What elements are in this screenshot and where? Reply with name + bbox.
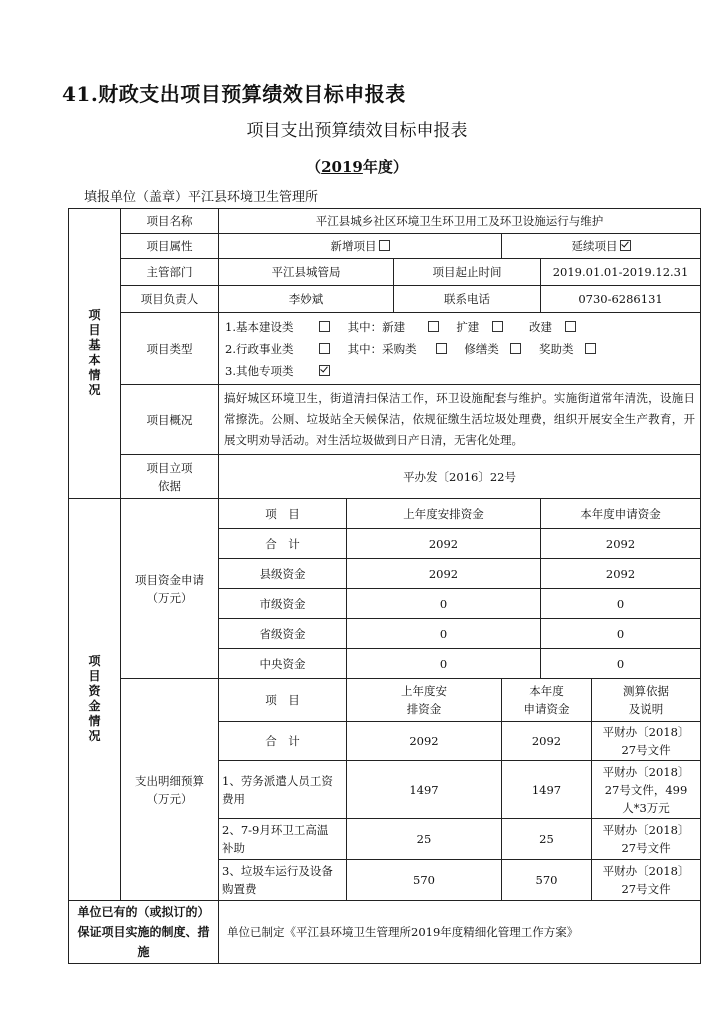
fund-curr: 0 [541, 649, 701, 679]
checkbox-subsidy [585, 343, 596, 354]
section-funds: 项目资金情况 [69, 499, 121, 901]
phone-value: 0730-6286131 [541, 286, 701, 313]
fund-item: 省级资金 [219, 619, 347, 649]
fund-curr: 0 [541, 589, 701, 619]
fund-header-curr: 本年度申请资金 [541, 499, 701, 529]
detail-curr: 1497 [502, 761, 592, 819]
fund-curr: 0 [541, 619, 701, 649]
checkbox-admin [319, 343, 330, 354]
overview-label: 项目概况 [121, 385, 219, 455]
detail-item: 合 计 [219, 722, 347, 761]
detail-curr: 2092 [502, 722, 592, 761]
detail-prev: 1497 [347, 761, 502, 819]
detail-header-curr: 本年度 申请资金 [502, 679, 592, 722]
checkbox-renovation [565, 321, 576, 332]
detail-prev: 25 [347, 819, 502, 860]
fund-header-item: 项 目 [219, 499, 347, 529]
period-label: 项目起止时间 [394, 259, 541, 286]
detail-item: 2、7-9月环卫工高温 补助 [219, 819, 347, 860]
detail-note: 平财办〔2018〕 27号文件 [592, 722, 701, 761]
checkbox-other-special [319, 365, 330, 376]
checkbox-repair [510, 343, 521, 354]
detail-curr: 570 [502, 860, 592, 901]
detail-header-item: 项 目 [219, 679, 347, 722]
filling-unit: 填报单位（盖章）平江县环境卫生管理所 [84, 190, 319, 205]
fund-item: 县级资金 [219, 559, 347, 589]
declaration-table [68, 208, 701, 964]
basis-label: 项目立项 依据 [121, 455, 219, 499]
project-name-value: 平江县城乡社区环境卫生环卫用工及环卫设施运行与维护 [219, 209, 701, 234]
fund-header-prev: 上年度安排资金 [347, 499, 541, 529]
fund-prev: 0 [347, 649, 541, 679]
fund-application-label: 项目资金申请 （万元） [121, 499, 219, 679]
department-label: 主管部门 [121, 259, 219, 286]
fund-item: 中央资金 [219, 649, 347, 679]
detail-header-note: 测算依据 及说明 [592, 679, 701, 722]
new-project-checkbox [379, 240, 390, 251]
department-value: 平江县城管局 [219, 259, 394, 286]
fund-curr: 2092 [541, 559, 701, 589]
detail-header-prev: 上年度安 排资金 [347, 679, 502, 722]
system-measures-value: 单位已制定《平江县环境卫生管理所2019年度精细化管理工作方案》 [219, 901, 701, 964]
leader-value: 李妙斌 [219, 286, 394, 313]
checkbox-basic-construction [319, 321, 330, 332]
project-attribute-label: 项目属性 [121, 234, 219, 259]
attr-continuing-project: 延续项目 [502, 234, 701, 259]
detail-item: 3、垃圾车运行及设备 购置费 [219, 860, 347, 901]
continuing-project-checkbox [620, 240, 631, 251]
detail-note: 平财办〔2018〕 27号文件 [592, 860, 701, 901]
type-line-2: 2.行政事业类 其中：采购类 修缮类 奖助类 [225, 338, 694, 360]
phone-label: 联系电话 [394, 286, 541, 313]
detail-note: 平财办〔2018〕 27号文件 [592, 819, 701, 860]
detail-prev: 570 [347, 860, 502, 901]
fund-prev: 2092 [347, 529, 541, 559]
basis-value: 平办发〔2016〕22号 [219, 455, 701, 499]
checkbox-procurement [436, 343, 447, 354]
leader-label: 项目负责人 [121, 286, 219, 313]
checkbox-expansion [492, 321, 503, 332]
project-type-options [219, 313, 701, 385]
detail-item: 1、劳务派遣人员工资 费用 [219, 761, 347, 819]
fund-prev: 0 [347, 589, 541, 619]
section-basic-info: 项目基本情况 [69, 209, 121, 499]
period-value: 2019.01.01-2019.12.31 [541, 259, 701, 286]
fund-item: 合 计 [219, 529, 347, 559]
detail-prev: 2092 [347, 722, 502, 761]
system-measures-label: 单位已有的（或拟订的） 保证项目实施的制度、措 施 [69, 901, 219, 964]
fund-prev: 0 [347, 619, 541, 649]
form-year: （2019年度） [306, 158, 408, 176]
expense-detail-label: 支出明细预算 （万元） [121, 679, 219, 901]
checkbox-new-build [428, 321, 439, 332]
fund-item: 市级资金 [219, 589, 347, 619]
form-title: 项目支出预算绩效目标申报表 [246, 121, 468, 141]
attr-new-project: 新增项目 [219, 234, 502, 259]
fund-curr: 2092 [541, 529, 701, 559]
detail-note: 平财办〔2018〕 27号文件，499 人*3万元 [592, 761, 701, 819]
type-line-1: 1.基本建设类 其中：新建 扩建 改建 [225, 316, 694, 338]
type-line-3: 3.其他专项类 [225, 360, 694, 382]
project-type-label: 项目类型 [121, 313, 219, 385]
overview-value: 搞好城区环境卫生，街道清扫保洁工作，环卫设施配套与维护。实施街道常年清洗，设施日常擦洗。公厕、垃圾站全天候保洁，依规征缴生活垃圾处理费，组织开展安全生产教育，开展文明劝导活动。对生活垃圾做到日产日清，无害化处理。 [219, 385, 701, 455]
project-name-label: 项目名称 [121, 209, 219, 234]
detail-curr: 25 [502, 819, 592, 860]
fund-prev: 2092 [347, 559, 541, 589]
document-number-title: 41.财政支出项目预算绩效目标申报表 [62, 82, 406, 106]
